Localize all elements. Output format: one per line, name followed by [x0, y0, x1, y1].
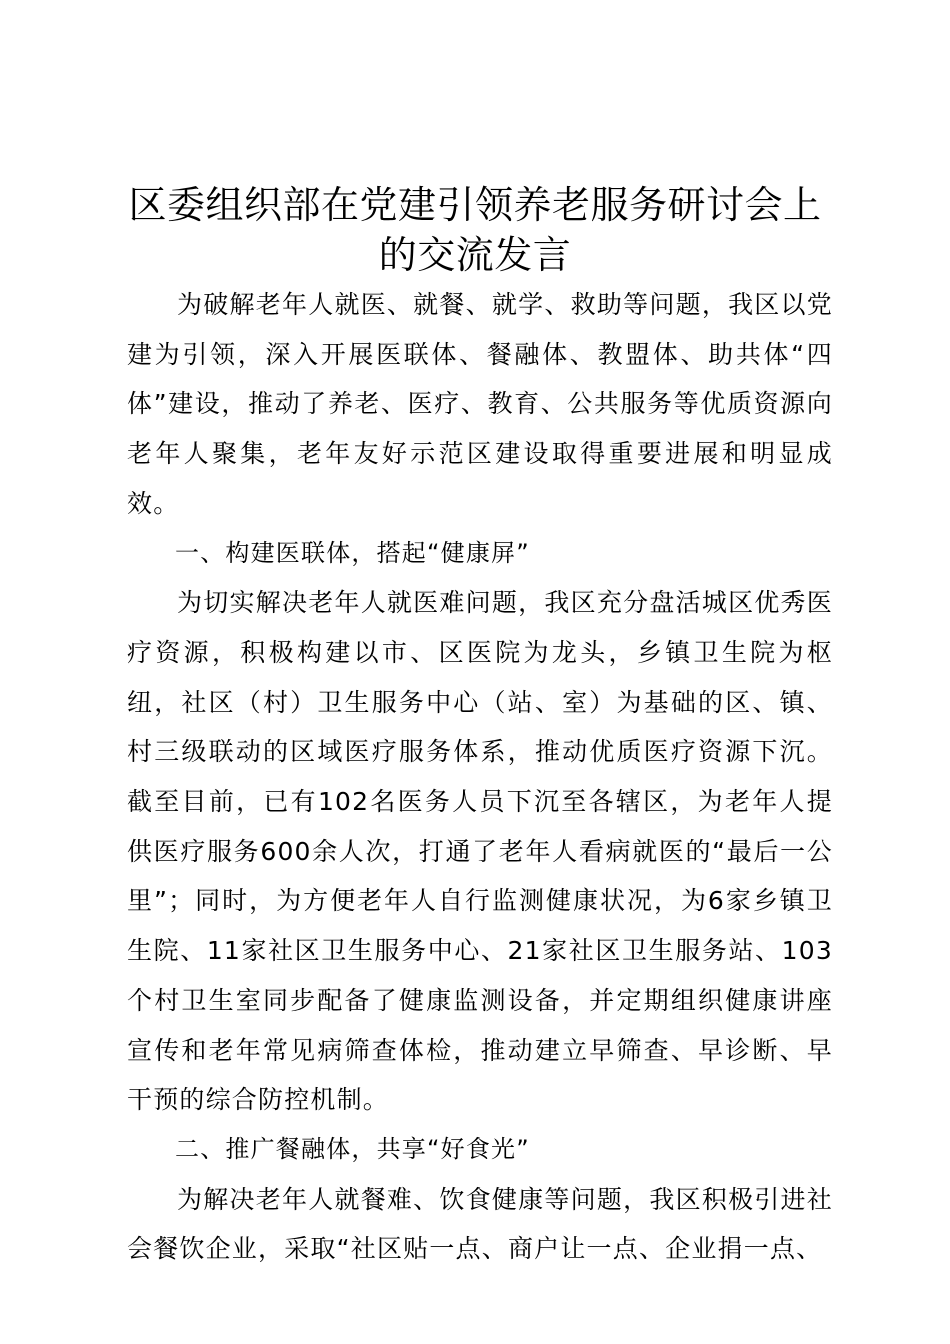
section-heading-1: 一、构建医联体，搭起“健康屏”	[175, 538, 530, 567]
section-1-paragraph: 为切实解决老年人就医难问题，我区充分盘活城区优秀医疗资源，积极构建以市、区医院为龙头，乡镇卫生院为枢纽，社区（村）卫生服务中心（站、室）为基础的区、镇、村三级联动的区域医疗服务体系，推动优质医疗资源下沉。截至目前，已有102名医务人员下沉至各辖区，为老年人提供医疗服务600余人次，打通了老年人看病就医的“最后一公里”；同时，为方便老年人自行监测健康状况，为6家乡镇卫生院、11家社区卫生服务中心、21家社区卫生服务站、103个村卫生室同步配备了健康监测设备，并定期组织健康讲座宣传和老年常见病筛查体检，推动建立早筛查、早诊断、早干预的综合防控机制。	[127, 588, 833, 1115]
section-2-paragraph: 为解决老年人就餐难、饮食健康等问题，我区积极引进社会餐饮企业，采取“社区贴一点、商户让一点、企业捐一点、	[127, 1184, 833, 1264]
intro-paragraph: 为破解老年人就医、就餐、就学、救助等问题，我区以党建为引领，深入开展医联体、餐融体、教盟体、助共体“四体”建设，推动了养老、医疗、教育、公共服务等优质资源向老年人聚集，老年友好示范区建设取得重要进展和明显成效。	[127, 290, 833, 518]
section-heading-2: 二、推广餐融体，共享“好食光”	[175, 1134, 530, 1163]
document-body	[127, 280, 833, 1274]
document-title: 区委组织部在党建引领养老服务研讨会上的交流发言	[128, 183, 822, 277]
